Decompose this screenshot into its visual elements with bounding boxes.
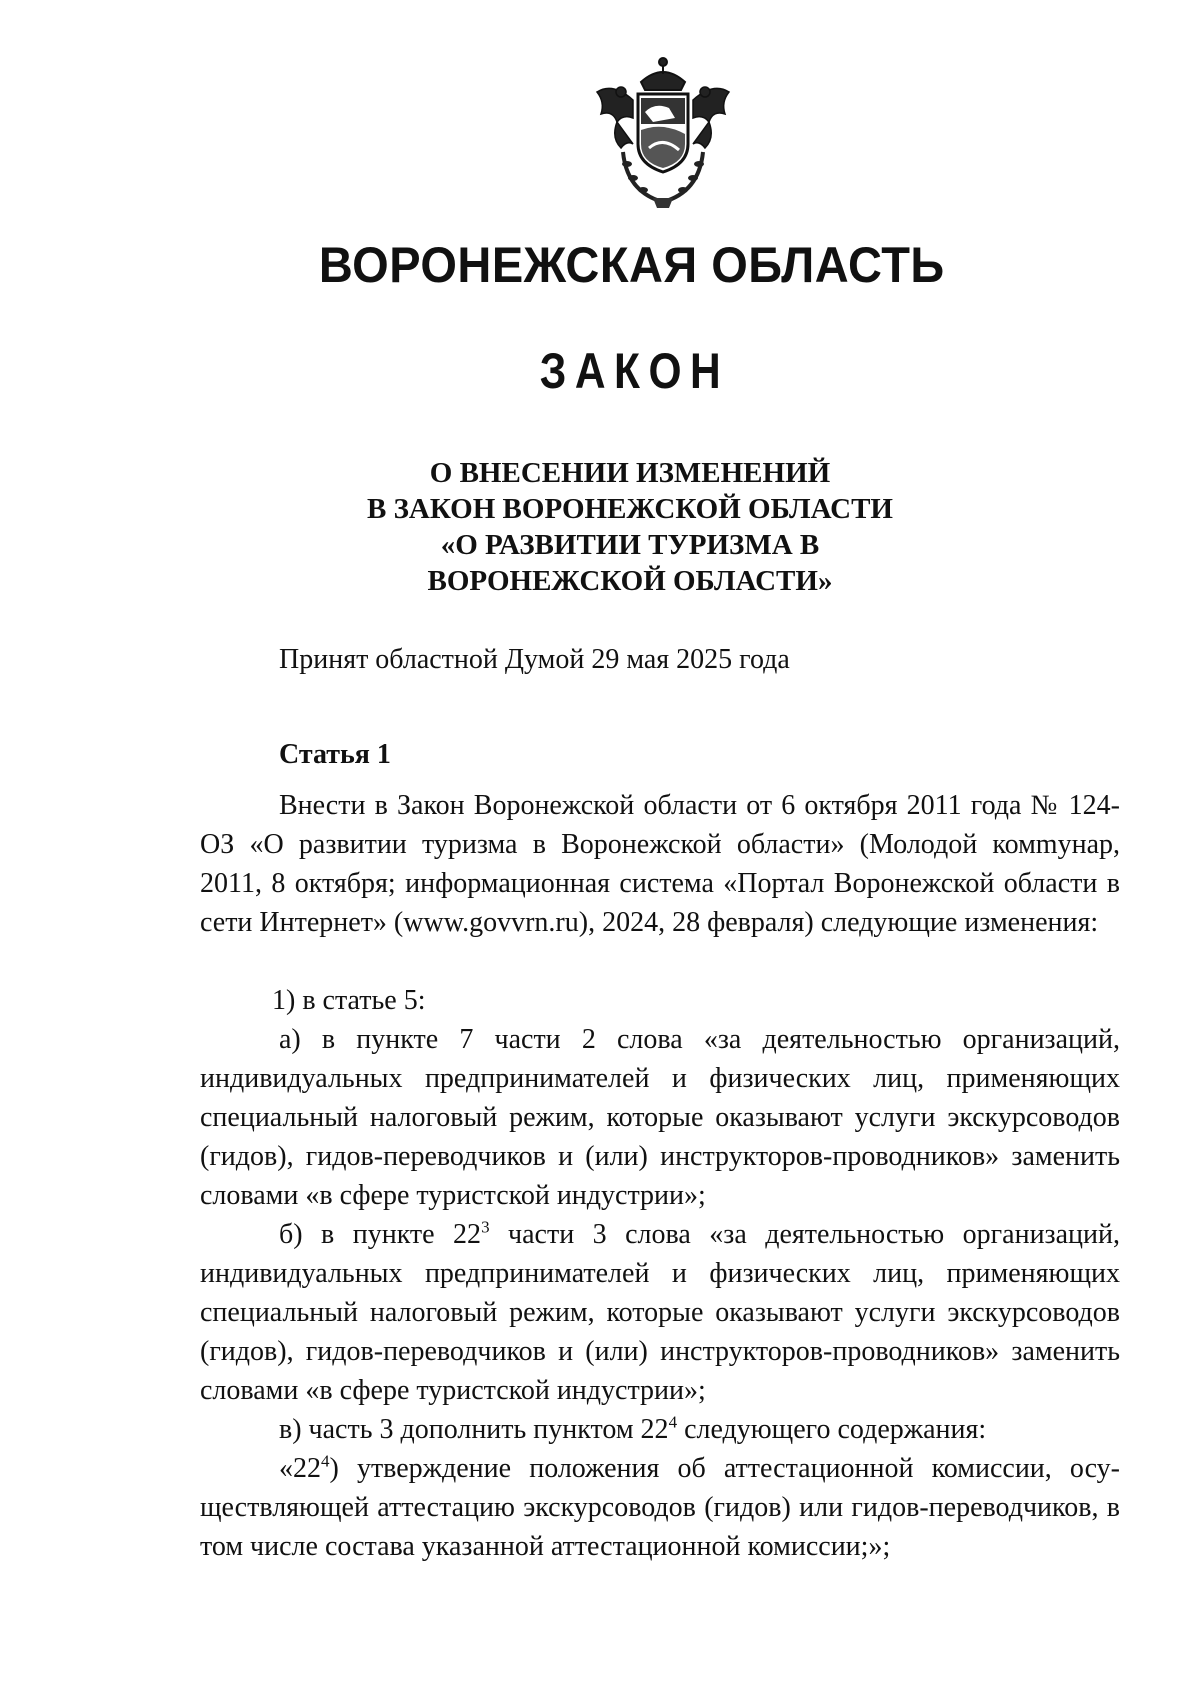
law-name-line: В ЗАКОН ВОРОНЕЖСКОЙ ОБЛАСТИ — [367, 493, 893, 525]
voronezh-coat-of-arms-emblem — [583, 52, 743, 212]
quoted-point — [200, 1449, 1120, 1566]
subitem-b-prefix: б) в пункте 22 — [279, 1219, 482, 1250]
law-name-line: «О РАЗВИТИИ ТУРИЗМА В — [440, 529, 820, 561]
region-title: ВОРОНЕЖСКАЯ ОБЛАСТЬ — [318, 237, 945, 293]
superscript: 4 — [321, 1451, 330, 1471]
article-title: Статья 1 — [279, 739, 391, 770]
subitem-b — [200, 1215, 1120, 1410]
subitem-v — [200, 1410, 1120, 1449]
superscript: 4 — [668, 1412, 678, 1432]
subitem-a: а) в пункте 7 части 2 слова «за деятельностью организаций, индивидуальных предпринимателей и физических лиц, применяющих специальный налоговый режим, которые оказывают услуги экскурсоводов (гидов), гидов-переводчиков и (или) инструкторов-проводников» заменить словами «в сфере туристской индустрии»; — [200, 1024, 1120, 1211]
quoted-point-prefix: «22 — [279, 1453, 321, 1484]
list-item-1: 1) в статье 5: — [272, 985, 426, 1016]
law-name-line: ВОРОНЕЖСКОЙ ОБЛАСТИ» — [427, 565, 833, 597]
document-type: ЗАКОН — [539, 343, 730, 399]
article-body — [200, 786, 1120, 1566]
subitem-v-prefix: в) часть 3 дополнить пунктом 22 — [279, 1414, 669, 1445]
superscript: 3 — [481, 1217, 490, 1237]
law-name — [0, 455, 1200, 599]
quoted-point-text: ) утверждение положения об аттестационной комиссии, осуществляющей аттестацию экскурсоводов (гидов) или гидов-переводчиков, в том числе состава указанной аттестационной комиссии;»; — [200, 1453, 1120, 1562]
adoption-date: Принят областной Думой 29 мая 2025 года — [279, 644, 790, 675]
law-name-line: О ВНЕСЕНИИ ИЗМЕНЕНИЙ — [429, 457, 831, 489]
article-intro: Внести в Закон Воронежской области от 6 октября 2011 года № 124-ОЗ «О развитии туризма в Воронежской области» (Молодой комmунар, 2011, 8 октября; информационная система «Портал Воронежской области в сети Интернет» (www.govvrn.ru), 2024, 28 февраля) следующие изменения: — [200, 790, 1120, 938]
subitem-b-text: части 3 слова «за деятельностью организаций, индивидуальных предпринимателей и физических лиц, применяющих специальный налоговый режим, которые оказывают услуги экскурсоводов (гидов), гидов-переводчиков и (или) инструкторов-проводников» заменить словами «в сфере туристской индустрии»; — [200, 1219, 1120, 1406]
subitem-v-text: следующего содержания: — [677, 1414, 987, 1445]
